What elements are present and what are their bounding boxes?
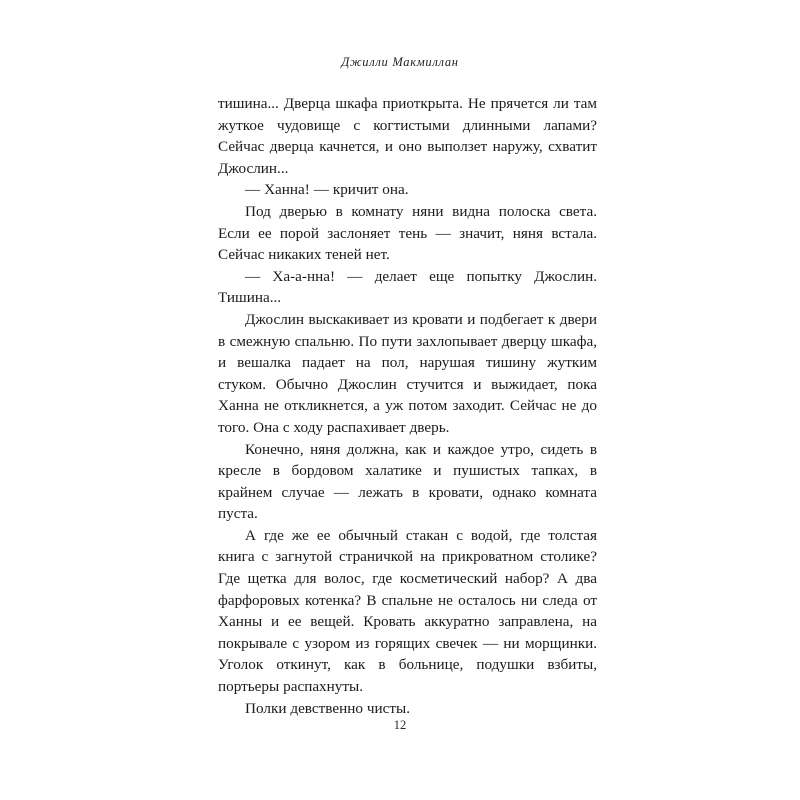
- paragraph: Конечно, няня должна, как и каждое утро, сидеть в кресле в бордовом халатике и пушистых тапках, в крайнем случае — лежать в кровати, однако комната пуста.: [218, 440, 597, 523]
- paragraph: — Ханна! — кричит она.: [245, 181, 409, 199]
- body-text-block: [218, 93, 597, 719]
- paragraph: Джослин выскакивает из кровати и подбегает к двери в смежную спальню. По пути захлопывает дверцу шкафа, и вешалка падает на пол, нарушая тишину жутким стуком. Обычно Джослин стучится и выжидает, пока Ханна не откликнется, а уж потом заходит. Сейчас не до того. Она с ходу распахивает дверь.: [218, 310, 597, 436]
- running-head: Джилли Макмиллан: [341, 55, 459, 69]
- page-number: 12: [393, 718, 407, 732]
- paragraph: А где же ее обычный стакан с водой, где толстая книга с загнутой страничкой на прикроватном столике? Где щетка для волос, где косметический набор? А два фарфоровых котенка? В спальне не осталось ни следа от Ханны и ее вещей. Кровать аккуратно заправлена, на покрывале с узором из горящих свечек — ни морщинки. Уголок откинут, как в больнице, подушки взбиты, портьеры распахнуты.: [218, 526, 597, 696]
- paragraph: Под дверью в комнату няни видна полоска света. Если ее порой заслоняет тень — значит, няня встала. Сейчас никаких теней нет.: [218, 202, 597, 264]
- paragraph: Полки девственно чисты.: [245, 699, 410, 717]
- paragraph: тишина... Дверца шкафа приоткрыта. Не прячется ли там жуткое чудовище с когтистыми длинными лапами? Сейчас дверца качнется, и оно выползет наружу, схватит Джослин...: [218, 95, 597, 177]
- paragraph: — Ха-а-нна! — делает еще попытку Джослин. Тишина...: [218, 267, 597, 307]
